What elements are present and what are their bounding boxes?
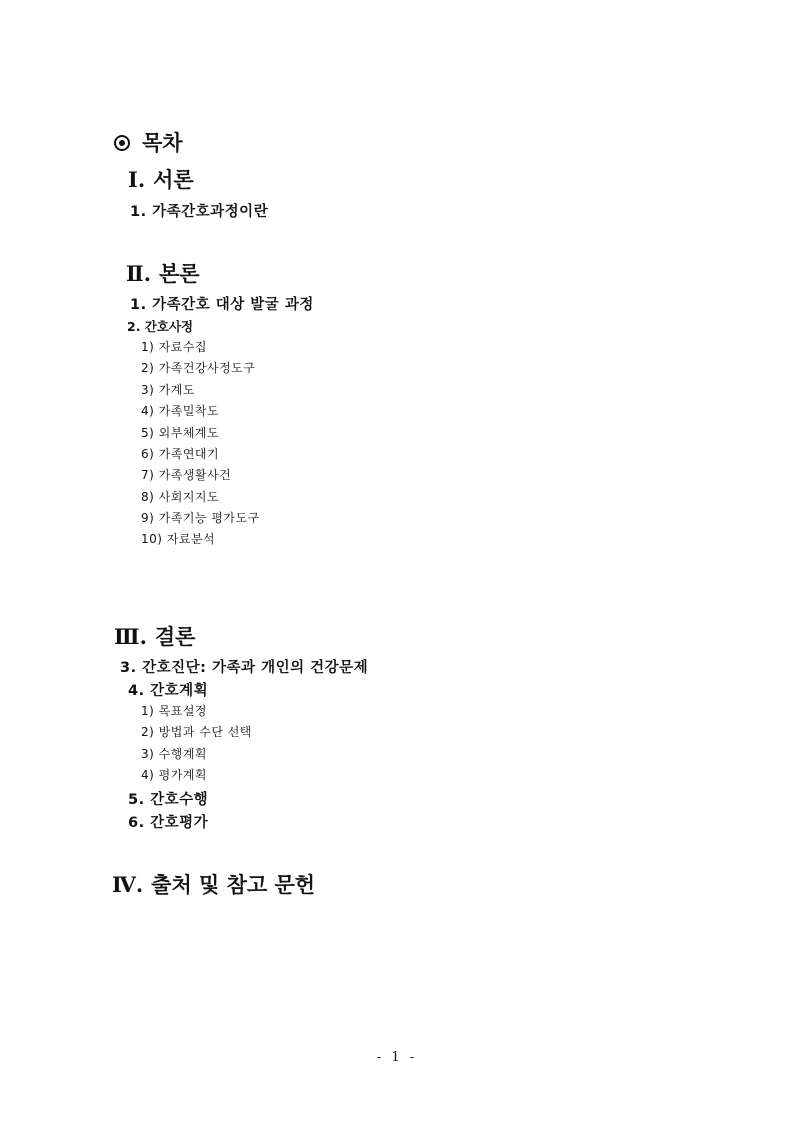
toc-item: 3. 간호진단: 가족과 개인의 건강문제 [120,660,369,676]
toc-subitem: 2) 가족건강사정도구 [141,361,256,375]
circle-bullet-icon [114,135,130,151]
toc-subitem: 10) 자료분석 [141,532,216,546]
toc-title: 목차 [142,131,183,155]
section-numeral: Ⅳ. [112,872,144,897]
section-4-heading [112,869,315,899]
section-numeral: Ⅲ. [114,624,147,649]
toc-subitem: 8) 사회지지도 [141,490,220,504]
toc-item: 2. 간호사정 [127,319,194,334]
toc-subitem: 6) 가족연대기 [141,447,220,461]
toc-item: 6. 간호평가 [128,815,209,831]
section-numeral: Ⅰ. [128,167,146,192]
section-1-heading [128,164,194,194]
toc-subitem: 7) 가족생활사건 [141,468,232,482]
toc-subitem: 5) 외부체계도 [141,426,220,440]
toc-item: 1. 가족간호 대상 발굴 과정 [130,297,314,313]
toc-item: 1. 가족간호과정이란 [130,204,269,220]
toc-subitem: 2) 방법과 수단 선택 [141,725,252,739]
toc-item: 4. 간호계획 [128,683,209,699]
section-title: 출처 및 참고 문헌 [151,873,316,897]
toc-subitem: 1) 자료수집 [141,340,207,354]
section-title: 결론 [154,625,196,649]
toc-heading [114,127,183,157]
section-title: 본론 [159,262,200,286]
toc-subitem: 3) 수행계획 [141,747,207,761]
toc-item: 5. 간호수행 [128,792,209,808]
section-numeral: Ⅱ. [126,261,152,286]
toc-subitem: 4) 평가계획 [141,768,207,782]
toc-subitem: 9) 가족기능 평가도구 [141,511,260,525]
page-number: - 1 - [376,1050,418,1065]
toc-subitem: 1) 목표설정 [141,704,207,718]
section-3-heading [114,621,195,651]
section-title: 서론 [153,168,194,192]
section-2-heading [126,258,200,288]
toc-subitem: 4) 가족밀착도 [141,404,220,418]
toc-subitem: 3) 가계도 [141,383,195,397]
